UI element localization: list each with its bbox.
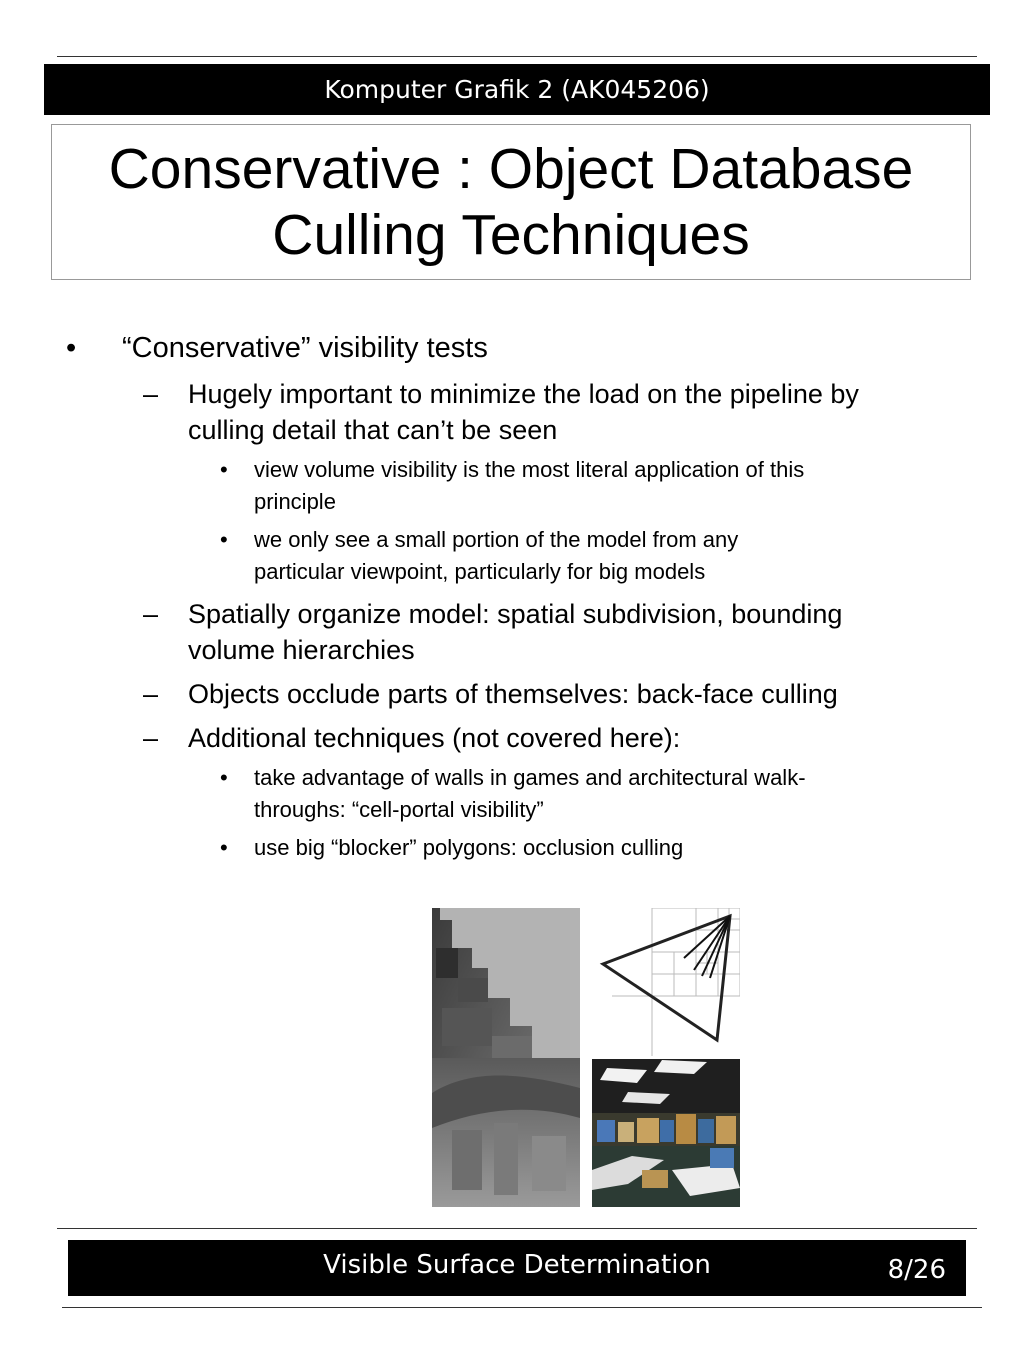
page-number: 8/26: [887, 1255, 946, 1285]
slide-title-line-2: Culling Techniques: [272, 203, 750, 267]
bullet-blocker: use big “blocker” polygons: occlusion culling: [254, 835, 684, 860]
bullet-marker: •: [220, 527, 228, 552]
footer-top-rule: [57, 1228, 977, 1229]
bullet-marker: •: [220, 457, 228, 482]
slide-footer: [68, 1240, 966, 1296]
slide-title-line-1: Conservative : Object Database: [108, 137, 914, 201]
bullet-spatially-organize-line-2: volume hierarchies: [188, 635, 415, 665]
bullet-walls: [254, 762, 806, 826]
bullet-marker: •: [220, 765, 228, 790]
bullet-marker: •: [220, 835, 228, 860]
course-title: Komputer Grafik 2 (AK045206): [324, 75, 710, 104]
bullet-view-volume-line-1: view volume visibility is the most literal application of this: [254, 457, 805, 482]
bullet-small-portion: [254, 524, 738, 588]
bullet-walls-line-1: take advantage of walls in games and architectural walk-: [254, 765, 806, 790]
office-scene-image: [592, 1059, 740, 1207]
spatial-subdivision-image: [592, 908, 740, 1056]
bullet-small-portion-line-1: we only see a small portion of the model from any: [254, 527, 739, 552]
bullet-small-portion-line-2: particular viewpoint, particularly for big models: [254, 559, 706, 584]
footer-title: Visible Surface Determination: [323, 1250, 711, 1280]
dash-marker: –: [143, 599, 159, 629]
bullet-view-volume-line-2: principle: [254, 489, 336, 514]
bullet-minimize-load: [188, 376, 859, 448]
dash-marker: –: [143, 679, 159, 709]
bullet-walls-line-2: throughs: “cell-portal visibility”: [254, 797, 544, 822]
bullet-minimize-load-line-2: culling detail that can’t be seen: [188, 415, 558, 445]
slide-title: [51, 124, 971, 280]
culling-illustration: [432, 908, 740, 1207]
bullet-additional-techniques: Additional techniques (not covered here):: [188, 723, 681, 753]
depth-map-image: [432, 908, 580, 1207]
bullet-marker: •: [66, 332, 77, 364]
top-rule: [57, 56, 977, 57]
bullet-spatially-organize: [188, 596, 842, 668]
bullet-spatially-organize-line-1: Spatially organize model: spatial subdivision, bounding: [188, 599, 843, 629]
bullet-view-volume: [254, 454, 804, 518]
footer-bottom-rule: [62, 1307, 982, 1308]
course-header: [44, 64, 990, 115]
bullet-conservative-tests: “Conservative” visibility tests: [122, 332, 488, 364]
dash-marker: –: [143, 723, 159, 753]
dash-marker: –: [143, 379, 159, 409]
bullet-minimize-load-line-1: Hugely important to minimize the load on the pipeline by: [188, 379, 859, 409]
bullet-back-face: Objects occlude parts of themselves: back-face culling: [188, 679, 838, 709]
